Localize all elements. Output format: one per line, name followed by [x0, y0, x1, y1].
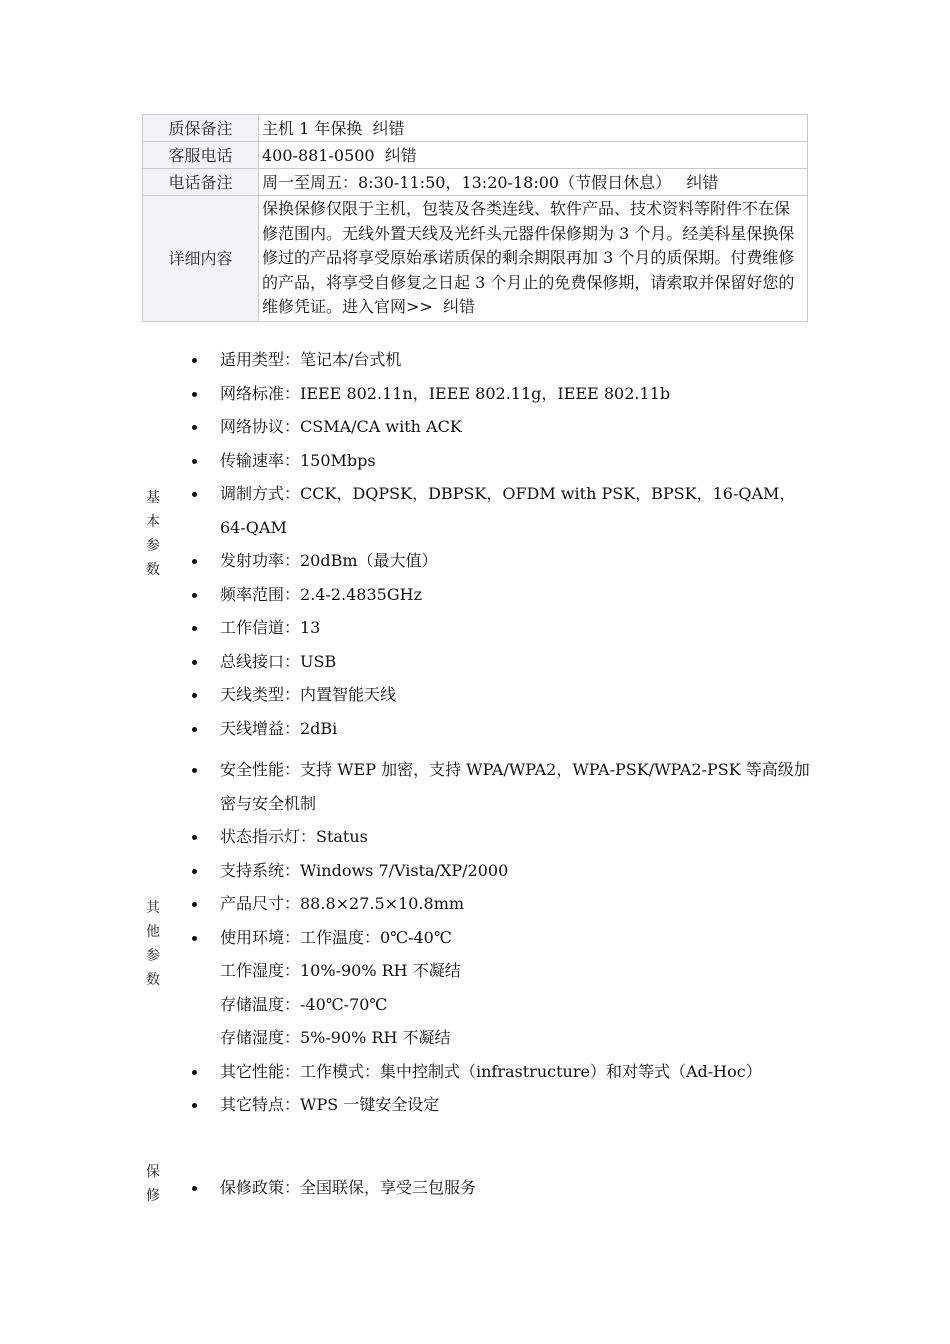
- list-item-text: 传输速率：150Mbps: [220, 450, 376, 470]
- list-item-text: 网络标准：IEEE 802.11n，IEEE 802.11g，IEEE 802.11b: [220, 383, 671, 403]
- list-item: [190, 1171, 810, 1205]
- list-item: [190, 921, 810, 955]
- list-item: [190, 544, 810, 578]
- section-label-char: 参: [146, 538, 160, 554]
- section-label-char: 基: [146, 490, 160, 506]
- section-label-char: 其: [146, 900, 160, 916]
- row-value: [259, 142, 808, 169]
- list-item: [190, 678, 810, 712]
- list-item: [190, 712, 810, 746]
- list-item: [190, 645, 810, 679]
- list-item: [190, 887, 810, 921]
- table-row: [143, 169, 808, 196]
- list-item-text: 其它性能：工作模式：集中控制式（infrastructure）和对等式（Ad-Hoc）: [220, 1061, 762, 1081]
- bullet: [192, 902, 197, 907]
- list-item-text: 安全性能：支持 WEP 加密，支持 WPA/WPA2，WPA-PSK/WPA2-PSK 等高级加: [220, 760, 810, 779]
- list-item-text: 密与安全机制: [220, 793, 317, 813]
- list-item-text: 网络协议：CSMA/CA with ACK: [220, 417, 462, 436]
- bullet: [192, 459, 197, 464]
- section-label-other: [143, 896, 163, 992]
- bullet: [192, 392, 197, 397]
- list-item-text: 发射功率：20dBm（最大值）: [220, 551, 438, 570]
- list-item: [190, 578, 810, 612]
- basic-params-list: [190, 343, 810, 745]
- row-value-text: 周一至周五：8:30-11:50，13:20-18:00（节假日休息）: [262, 172, 672, 192]
- bullet: [192, 1186, 197, 1191]
- bullet: [192, 358, 197, 363]
- list-item: [190, 611, 810, 645]
- bullet: [192, 693, 197, 698]
- list-item: [190, 444, 810, 478]
- list-item: [190, 854, 810, 888]
- list-item-text: 使用环境：工作温度：0℃-40℃: [220, 927, 452, 947]
- section-label-char: 数: [146, 562, 160, 578]
- bullet: [192, 425, 197, 430]
- row-label: 客服电话: [143, 142, 259, 169]
- list-item: [190, 477, 810, 544]
- list-item-text: 工作信道：13: [220, 618, 321, 637]
- bullet: [192, 835, 197, 840]
- row-value: [259, 169, 808, 196]
- table-row: [143, 115, 808, 142]
- list-item-text: 存储湿度：5%-90% RH 不凝结: [220, 1028, 451, 1047]
- table-row: [143, 196, 808, 322]
- list-item-text: 产品尺寸：88.8×27.5×10.8mm: [220, 894, 465, 913]
- bullet: [192, 936, 197, 941]
- row-value-text: 主机 1 年保换: [262, 118, 363, 138]
- list-item-continuation: [190, 954, 810, 988]
- bullet: [192, 1070, 197, 1075]
- correction-link[interactable]: 纠错: [384, 145, 417, 165]
- bullet: [192, 660, 197, 665]
- bullet: [192, 1103, 197, 1108]
- list-item-continuation: [190, 988, 810, 1022]
- section-label-warranty: [143, 1160, 163, 1208]
- bullet: [192, 559, 197, 564]
- list-item-text: 其它特点：WPS 一键安全设定: [220, 1095, 440, 1114]
- list-item-text: 支持系统：Windows 7/Vista/XP/2000: [220, 860, 509, 880]
- row-value-text: 400-881-0500: [262, 145, 375, 165]
- row-value: [259, 196, 808, 322]
- list-item-continuation: [190, 1021, 810, 1055]
- list-item: [190, 753, 810, 787]
- detail-text: 保换保修仅限于主机，包装及各类连线、软件产品、技术资料等附件不在保修范围内。无线外置天线及光纤头元器件保修期为 3 个月。经美科星保换保修过的产品将享受原始承诺质保的剩余期限再加 3 个月的质保期。付费维修的产品，将享受自修复之日起 3 个月止的免费保修期，请索取并保留好您的维修凭证。进入官网>>: [262, 199, 795, 317]
- bullet: [192, 626, 197, 631]
- other-params-list: [190, 753, 810, 1122]
- list-item: [190, 377, 810, 411]
- section-label-char: 保: [146, 1164, 160, 1180]
- bullet: [192, 869, 197, 874]
- row-label: 电话备注: [143, 169, 259, 196]
- list-item-text: 天线增益：2dBi: [220, 718, 338, 738]
- list-item: [190, 820, 810, 854]
- list-item: [190, 410, 810, 444]
- list-item-text: 适用类型：笔记本/台式机: [220, 350, 402, 369]
- list-item-text: 工作湿度：10%-90% RH 不凝结: [220, 961, 461, 980]
- list-item: [190, 1088, 810, 1122]
- bullet: [192, 593, 197, 598]
- list-item-continuation: [190, 787, 810, 821]
- list-item-text: 调制方式：CCK，DQPSK，DBPSK，OFDM with PSK，BPSK，16-QAM，64-QAM: [220, 484, 796, 537]
- list-item: [190, 1055, 810, 1089]
- bullet: [192, 768, 197, 773]
- section-label-char: 他: [146, 924, 160, 940]
- row-value: [259, 115, 808, 142]
- bullet: [192, 492, 197, 497]
- list-item-text: 状态指示灯：Status: [220, 827, 368, 846]
- list-item-text: 保修政策：全国联保，享受三包服务: [220, 1178, 477, 1197]
- row-label: 详细内容: [143, 196, 259, 322]
- section-label-char: 修: [146, 1188, 160, 1204]
- table-row: [143, 142, 808, 169]
- list-item-text: 存储温度：-40℃-70℃: [220, 994, 388, 1014]
- correction-link[interactable]: 纠错: [686, 172, 719, 192]
- correction-link[interactable]: 纠错: [443, 297, 476, 317]
- section-label-basic: [143, 486, 163, 582]
- list-item-text: 天线类型：内置智能天线: [220, 685, 397, 704]
- warranty-list: [190, 1171, 810, 1205]
- list-item-text: 总线接口：USB: [220, 651, 337, 671]
- row-label: 质保备注: [143, 115, 259, 142]
- list-item: [190, 343, 810, 377]
- section-label-char: 数: [146, 972, 160, 988]
- warranty-info-table: [142, 114, 808, 322]
- list-item-text: 频率范围：2.4-2.4835GHz: [220, 584, 423, 604]
- section-label-char: 参: [146, 948, 160, 964]
- section-label-char: 本: [146, 514, 160, 530]
- correction-link[interactable]: 纠错: [372, 118, 405, 138]
- bullet: [192, 727, 197, 732]
